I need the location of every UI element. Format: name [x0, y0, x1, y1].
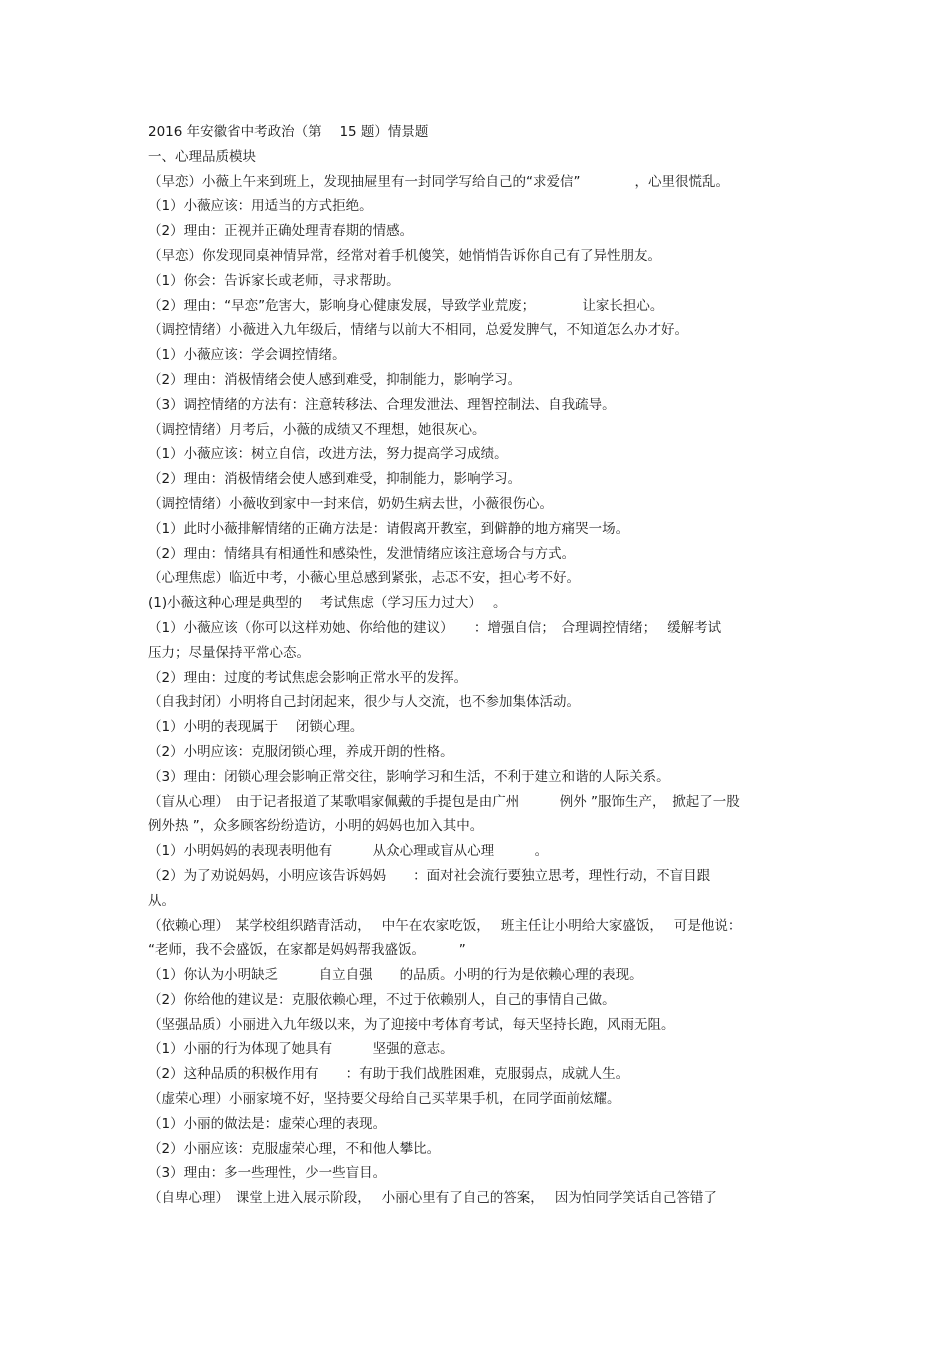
document-body — [148, 120, 808, 1211]
text-line: （1）小薇应该（你可以这样劝她、你给他的建议） ：增强自信； 合理调控情绪； 缓解考试 — [148, 619, 722, 636]
text-line: （2）理由：情绪具有相通性和感染性，发泄情绪应该注意场合与方式。 — [148, 545, 576, 562]
text-line: （2）小明应该：克服闭锁心理，养成开朗的性格。 — [148, 743, 454, 760]
text-line: （3）调控情绪的方法有：注意转移法、合理发泄法、理智控制法、自我疏导。 — [148, 396, 616, 413]
text-line: （调控情绪）小薇进入九年级后，情绪与以前大不相同，总爱发脾气，不知道怎么办才好。 — [148, 322, 688, 339]
text-line: （自我封闭）小明将自己封闭起来，很少与人交流，也不参加集体活动。 — [148, 694, 580, 711]
text-line: （调控情绪）月考后，小薇的成绩又不理想，她很灰心。 — [148, 421, 486, 438]
text-line: （坚强品质）小丽进入九年级以来，为了迎接中考体育考试，每天坚持长跑，风雨无阻。 — [148, 1016, 675, 1033]
text-line: （2）你给他的建议是：克服依赖心理，不过于依赖别人，自己的事情自己做。 — [148, 991, 616, 1008]
text-line: （1）小明的表现属于 闭锁心理。 — [148, 719, 364, 736]
text-line: （早恋）小薇上午来到班上，发现抽屉里有一封同学写给自己的“求爱信” ，心里很慌乱。 — [148, 173, 729, 190]
text-line: （2）理由：过度的考试焦虑会影响正常水平的发挥。 — [148, 669, 468, 686]
text-line: （早恋）你发现同桌神情异常，经常对着手机傻笑，她悄悄告诉你自己有了异性朋友。 — [148, 247, 661, 264]
text-line: （盲从心理） 由于记者报道了某歌唱家佩戴的手提包是由广州 例外 ”服饰生产， 掀起了一股 — [148, 793, 740, 810]
text-line: “老师，我不会盛饭，在家都是妈妈帮我盛饭。 ” — [148, 942, 466, 959]
text-line: （1）小明妈妈的表现表明他有 从众心理或盲从心理 。 — [148, 843, 549, 860]
text-line: 压力；尽量保持平常心态。 — [148, 644, 310, 661]
text-line: 从。 — [148, 892, 175, 909]
text-line: （1）小丽的做法是：虚荣心理的表现。 — [148, 1115, 387, 1132]
text-line: （1）此时小薇排解情绪的正确方法是：请假离开教室，到僻静的地方痛哭一场。 — [148, 520, 630, 537]
text-line: （2）理由：正视并正确处理青春期的情感。 — [148, 223, 414, 240]
text-line: （1）你认为小明缺乏 自立自强 的品质。小明的行为是依赖心理的表现。 — [148, 967, 643, 984]
text-line: （2）理由：消极情绪会使人感到难受，抑制能力，影响学习。 — [148, 371, 522, 388]
text-line: （1）小薇应该：树立自信，改进方法，努力提高学习成绩。 — [148, 446, 508, 463]
text-line: (1)小薇这种心理是典型的 考试焦虑（学习压力过大） 。 — [148, 595, 507, 612]
text-line: （自卑心理） 课堂上进入展示阶段， 小丽心里有了自己的答案， 因为怕同学笑话自己答错了 — [148, 1190, 717, 1207]
text-line: （2）理由：“早恋”危害大，影响身心健康发展，导致学业荒废； 让家长担心。 — [148, 297, 664, 314]
text-line: （虚荣心理）小丽家境不好，坚持要父母给自己买苹果手机，在同学面前炫耀。 — [148, 1091, 621, 1108]
text-line: （3）理由：闭锁心理会影响正常交往，影响学习和生活，不利于建立和谐的人际关系。 — [148, 768, 670, 785]
text-line: （2）理由：消极情绪会使人感到难受，抑制能力，影响学习。 — [148, 471, 522, 488]
text-line: （依赖心理） 某学校组织踏青活动， 中午在农家吃饭， 班主任让小明给大家盛饭， 可是他说： — [148, 917, 742, 934]
text-line: （1）小薇应该：用适当的方式拒绝。 — [148, 198, 373, 215]
text-line: 例外热 ”，众多顾客纷纷造访，小明的妈妈也加入其中。 — [148, 818, 484, 835]
text-line: （2）这种品质的积极作用有 ：有助于我们战胜困难，克服弱点，成就人生。 — [148, 1066, 630, 1083]
text-line: （1）小薇应该：学会调控情绪。 — [148, 347, 346, 364]
text-line: （2）为了劝说妈妈，小明应该告诉妈妈 ：面对社会流行要独立思考，理性行动，不盲目跟 — [148, 867, 711, 884]
text-line: （3）理由：多一些理性，少一些盲目。 — [148, 1165, 387, 1182]
document-title: 2016 年安徽省中考政治（第 15 题）情景题 — [148, 124, 429, 140]
text-line: （1）小丽的行为体现了她具有 坚强的意志。 — [148, 1041, 454, 1058]
text-line: （调控情绪）小薇收到家中一封来信，奶奶生病去世，小薇很伤心。 — [148, 495, 553, 512]
section-heading: 一、心理品质模块 — [148, 148, 256, 165]
text-line: （2）小丽应该：克服虚荣心理，不和他人攀比。 — [148, 1140, 441, 1157]
text-line: （心理焦虑）临近中考，小薇心里总感到紧张，忐忑不安，担心考不好。 — [148, 570, 580, 587]
text-line: （1）你会：告诉家长或老师，寻求帮助。 — [148, 272, 400, 289]
